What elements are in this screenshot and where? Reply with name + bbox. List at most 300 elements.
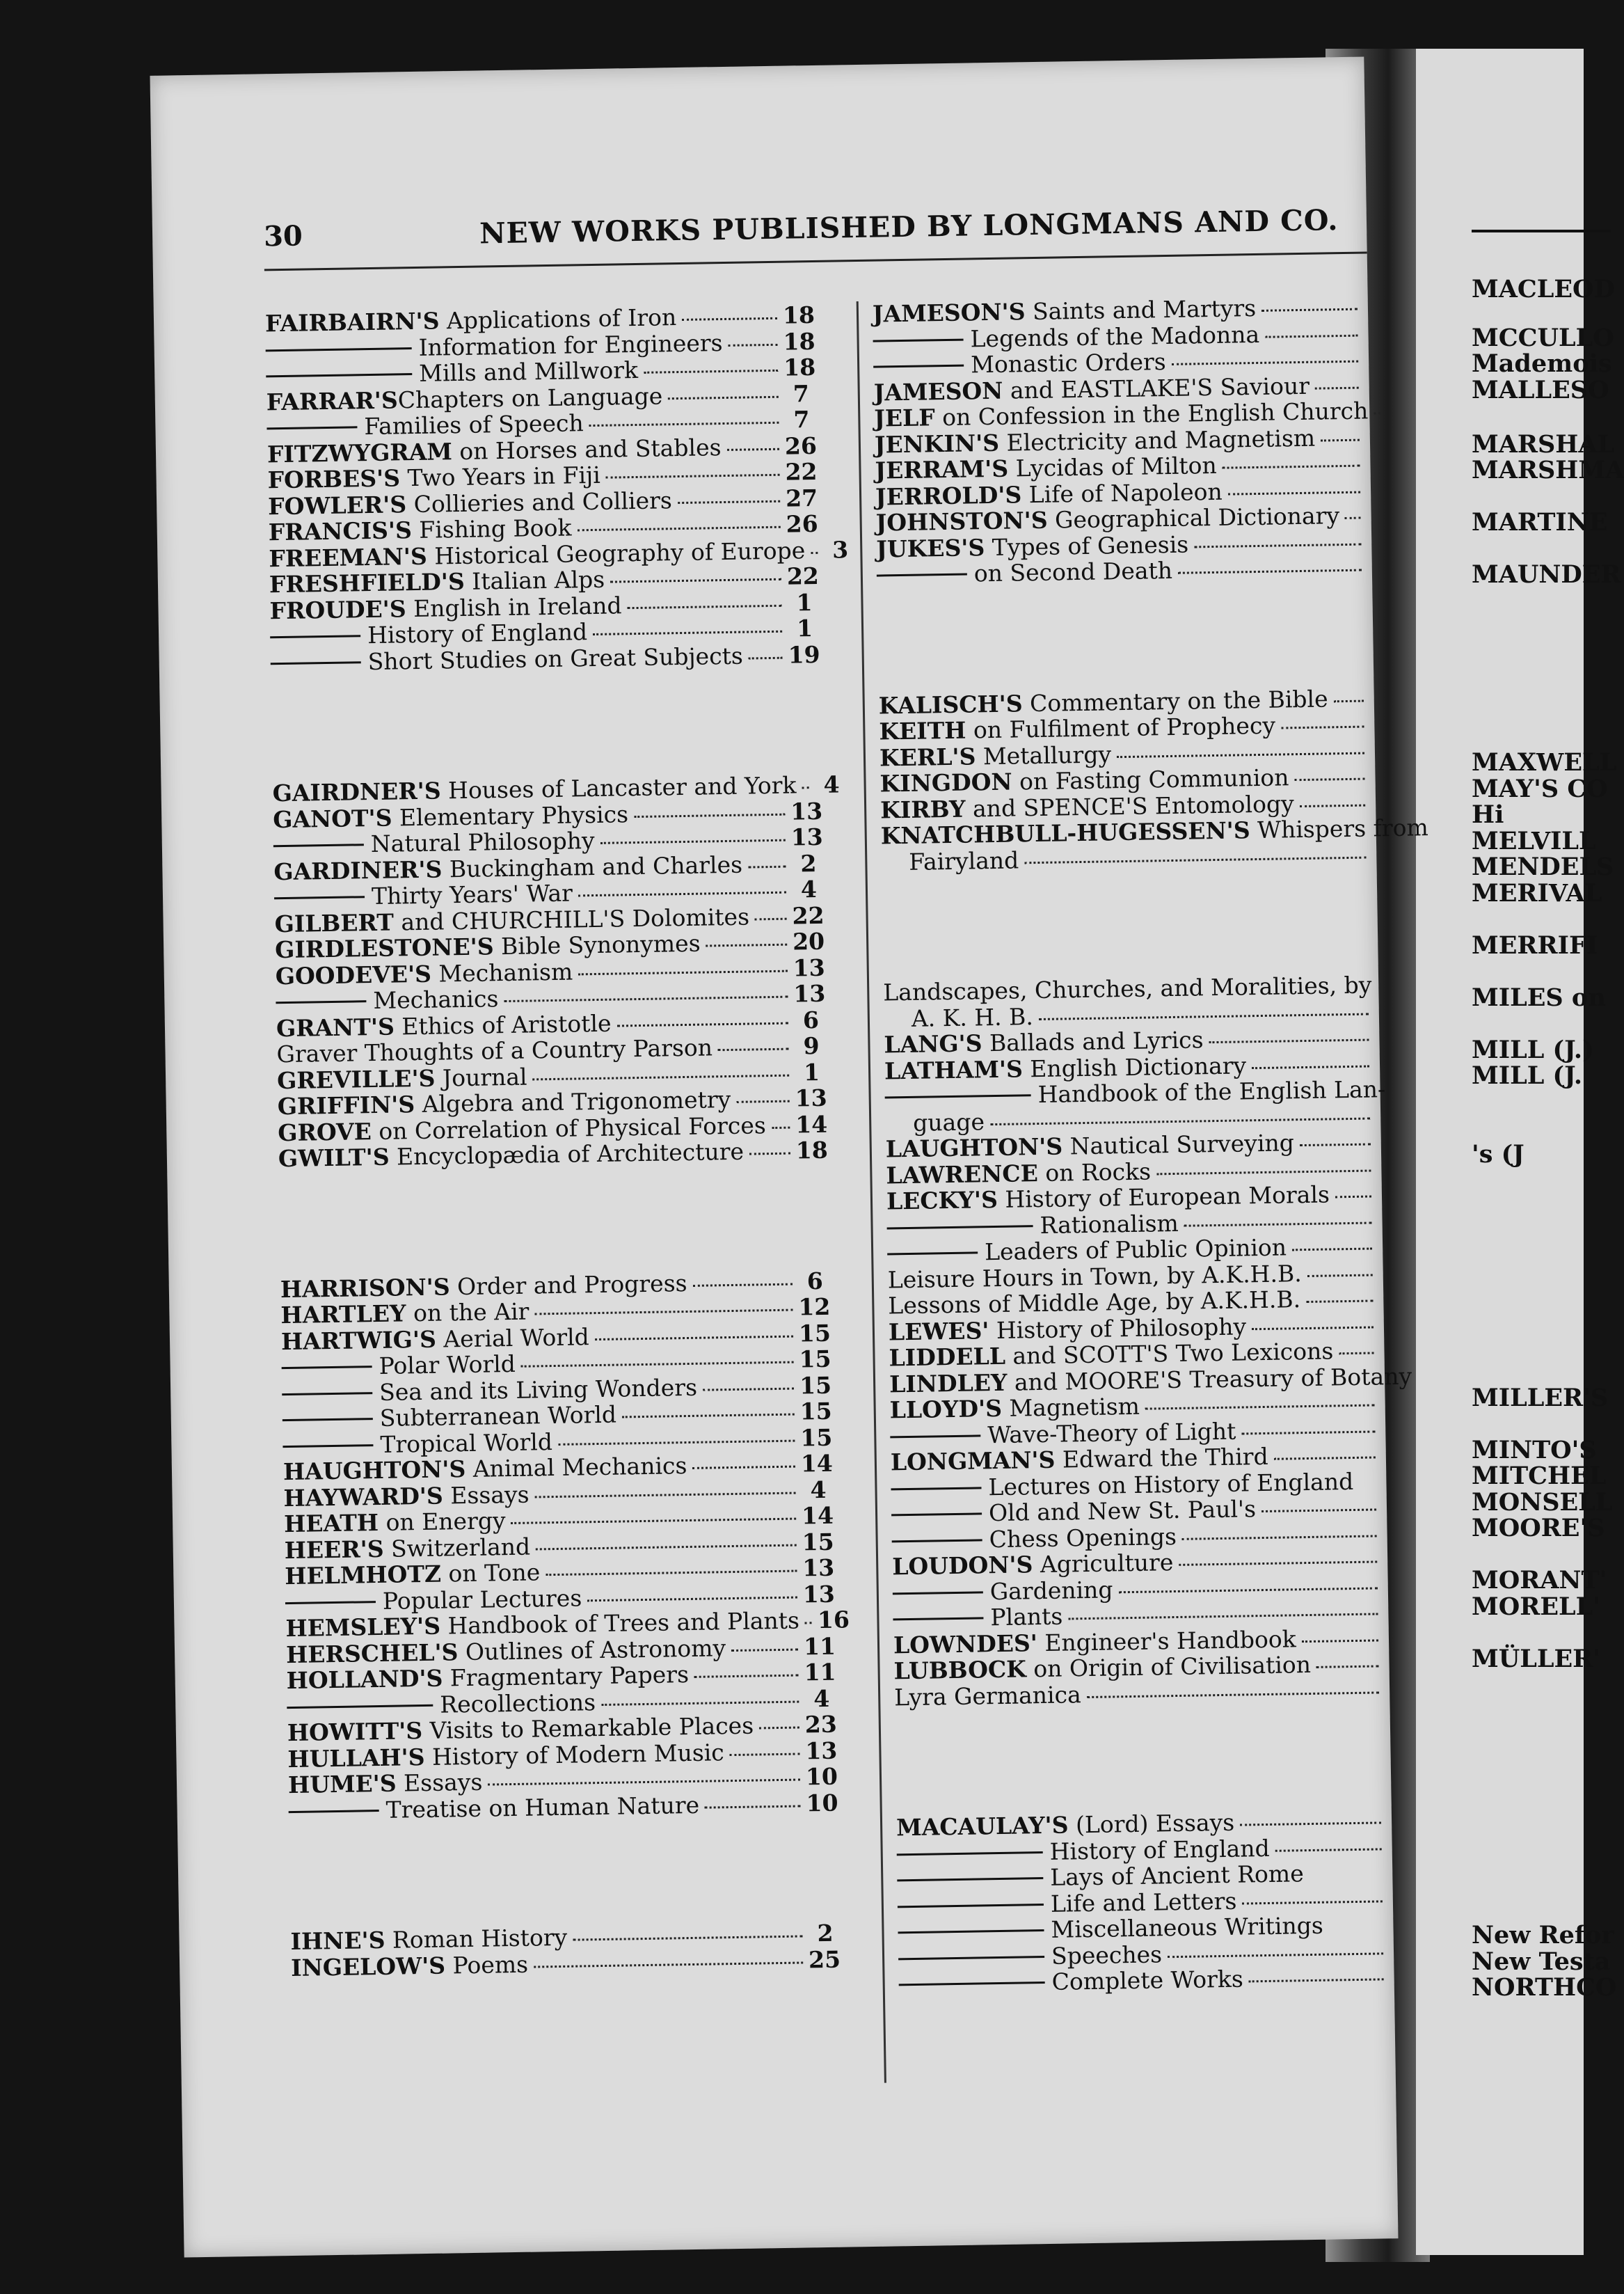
- entry-text: Wave-Theory of Light: [987, 1417, 1236, 1448]
- entry-text: Popular Lectures: [382, 1583, 582, 1615]
- section-gap: [895, 1755, 1387, 1814]
- section-gap: [271, 720, 815, 780]
- dot-leader: [1039, 1013, 1369, 1020]
- entry-author: LIDDELL: [889, 1342, 1006, 1372]
- dot-leader: [1168, 1952, 1383, 1958]
- dot-leader: [1261, 1508, 1376, 1512]
- dot-leader: [1261, 308, 1358, 312]
- dot-leader: [617, 1022, 788, 1027]
- dot-leader: [600, 839, 786, 844]
- page-ref: 18: [782, 301, 815, 329]
- entry-author: FRESHFIELD'S: [269, 567, 465, 599]
- page-ref: 14: [800, 1449, 834, 1478]
- entry-text: Life of Napoleon: [1021, 477, 1223, 508]
- dot-leader: [755, 917, 787, 920]
- entry-text: and EASTLAKE'S Saviour: [1003, 372, 1310, 404]
- entry-title: [364, 410, 584, 439]
- entry-author: KEITH: [879, 716, 966, 745]
- entry-title: [373, 986, 499, 1013]
- dot-leader: [731, 1648, 798, 1652]
- page-ref: 1: [796, 615, 813, 642]
- entry-text: Nautical Surveying: [1062, 1129, 1295, 1160]
- entry-text: Agriculture: [1033, 1549, 1174, 1579]
- entry-text: Houses of Lancaster and York: [440, 771, 797, 805]
- dot-leader: [692, 1466, 795, 1469]
- entry-text: Graver Thoughts of a Country Parson: [276, 1034, 713, 1068]
- entry-author: LAWRENCE: [886, 1159, 1039, 1189]
- entry-title: [1051, 1888, 1237, 1917]
- dot-leader: [521, 1361, 794, 1368]
- entry-text: Treatise on Human Nature: [385, 1791, 700, 1824]
- dot-leader: [772, 1126, 790, 1128]
- entry-title: [894, 1682, 1081, 1711]
- entry-title: [276, 958, 573, 989]
- entry-text: Ballads and Lyrics: [982, 1026, 1204, 1057]
- page-ref: 6: [802, 1006, 820, 1034]
- entry-text: Families of Speech: [364, 409, 584, 441]
- ditto-dash: [270, 635, 360, 638]
- entry-title: [367, 642, 743, 674]
- page-ref: 10: [805, 1762, 838, 1791]
- entry-text: Chapters on Language: [397, 381, 663, 413]
- entry-title: [288, 1769, 483, 1798]
- dot-leader: [727, 448, 780, 450]
- entry-text: Complete Works: [1051, 1965, 1244, 1995]
- page-ref: 15: [798, 1319, 831, 1347]
- ditto-dash: [282, 1392, 372, 1395]
- ditto-dash: [899, 1981, 1045, 1986]
- adjacent-entry-fragment: MARSHAL: [1472, 430, 1615, 459]
- entry-author: HARTWIG'S: [280, 1325, 437, 1355]
- page-ref: 2: [800, 849, 817, 877]
- page-ref: 20: [792, 927, 825, 956]
- entry-text: and CHURCHILL'S Dolomites: [393, 903, 750, 936]
- entry-text: Essays: [396, 1768, 483, 1797]
- entry-title: [909, 847, 1019, 875]
- dot-leader: [1241, 1430, 1375, 1434]
- entry-text: Geographical Dictionary: [1047, 502, 1340, 534]
- adjacent-entry-fragment: MARTINE: [1472, 508, 1608, 537]
- entry-text: on Origin of Civilisation: [1026, 1650, 1312, 1683]
- page-ref: 14: [795, 1110, 828, 1139]
- entry-text: Short Studies on Great Subjects: [367, 642, 744, 675]
- index-column-right: [857, 294, 1429, 2083]
- page-ref: 4: [800, 875, 818, 903]
- dot-leader: [1281, 726, 1364, 729]
- dot-leader: [1252, 1326, 1374, 1330]
- entry-author: FORBES'S: [267, 464, 401, 494]
- page-ref: 4: [813, 1684, 830, 1712]
- adjacent-entry-fragment: MILL (J.: [1472, 1061, 1583, 1090]
- entry-author: LECKY'S: [886, 1185, 998, 1215]
- ditto-dash: [890, 1434, 980, 1438]
- dot-leader: [606, 474, 780, 479]
- dot-leader: [1145, 1404, 1375, 1409]
- entry-text: Fairyland: [909, 846, 1019, 876]
- dot-leader: [595, 1335, 793, 1340]
- page-ref: 13: [795, 1084, 827, 1112]
- entry-author: HEATH: [283, 1508, 379, 1538]
- entry-author: HOLLAND'S: [286, 1664, 443, 1695]
- dot-leader: [488, 1779, 800, 1786]
- entry-text: Gardening: [989, 1575, 1113, 1605]
- entry-text: Lays of Ancient Rome: [1049, 1860, 1304, 1891]
- entry-text: Miscellaneous Writings: [1051, 1911, 1324, 1943]
- entry-text: Italian Alps: [464, 565, 605, 595]
- adjacent-entry-fragment: MITCHEL: [1472, 1462, 1607, 1490]
- page-ref: 18: [783, 353, 816, 381]
- entry-author: GROVE: [278, 1117, 372, 1146]
- entry-title: [372, 880, 573, 910]
- entry-text: Whispers from: [1250, 814, 1429, 844]
- dot-leader: [1335, 1196, 1371, 1199]
- dot-leader: [601, 1700, 799, 1705]
- entry-title: [371, 828, 595, 857]
- entry-text: Engineer's Handbook: [1037, 1624, 1296, 1656]
- entry-title: [990, 1604, 1062, 1631]
- dot-leader: [1307, 1274, 1373, 1276]
- adjacent-entry-fragment: MONSELL: [1472, 1488, 1613, 1517]
- entry-author: HUME'S: [287, 1769, 397, 1799]
- ditto-dash: [898, 1904, 1044, 1908]
- entry-text: on Fasting Communion: [1012, 764, 1289, 796]
- entry-author: HARRISON'S: [280, 1272, 450, 1303]
- entry-text: on Energy: [378, 1507, 506, 1536]
- dot-leader: [1275, 1848, 1382, 1851]
- entry-text: Chess Openings: [989, 1522, 1177, 1553]
- entry-text: on Second Death: [973, 556, 1173, 587]
- entry-title: [383, 1585, 582, 1614]
- page-ref: 16: [817, 1606, 850, 1634]
- entry-author: LUBBOCK: [893, 1655, 1027, 1685]
- entry-author: KNATCHBULL-HUGESSEN'S: [880, 816, 1250, 850]
- dot-leader: [593, 631, 782, 635]
- entry-author: FREEMAN'S: [269, 542, 428, 572]
- entry-author: HEMSLEY'S: [285, 1612, 441, 1643]
- ditto-dash: [274, 896, 365, 899]
- entry-author: LONGMAN'S: [890, 1446, 1056, 1476]
- entry-text: Algebra and Trigonometry: [414, 1085, 731, 1118]
- entry-title: [974, 557, 1173, 587]
- adjacent-page: [1416, 49, 1624, 2255]
- entry-text: Commentary on the Bible: [1022, 684, 1328, 717]
- entry-title: [989, 1523, 1177, 1552]
- entry-title: [380, 1402, 617, 1432]
- entry-text: on the Air: [406, 1297, 530, 1327]
- ditto-dash: [893, 1591, 983, 1595]
- page-ref: 7: [793, 379, 810, 407]
- section-gap: [877, 580, 1368, 640]
- entry-text: Subterranean World: [379, 1400, 617, 1432]
- entry-author: JUKES'S: [875, 533, 985, 563]
- entry-author: FROUDE'S: [269, 594, 406, 624]
- adjacent-entry-fragment: MORANT': [1472, 1566, 1607, 1595]
- entry-author: FITZWYGRAM: [266, 437, 453, 468]
- entry-title: [1051, 1966, 1243, 1995]
- dot-leader: [578, 892, 786, 897]
- section-gap: [877, 633, 1369, 693]
- adjacent-entry-fragment: MÜLLER': [1472, 1645, 1600, 1673]
- dot-leader: [622, 1414, 795, 1418]
- ditto-dash: [877, 574, 967, 577]
- dot-leader: [558, 1439, 795, 1445]
- entry-text: History of England: [367, 618, 588, 649]
- entry-text: Lessons of Middle Age, by A.K.H.B.: [888, 1286, 1301, 1320]
- ditto-dash: [266, 373, 412, 377]
- page-ref: 13: [793, 954, 825, 982]
- entry-text: guage: [912, 1107, 985, 1137]
- ditto-dash: [898, 1929, 1044, 1933]
- entry-text: on Tone: [440, 1558, 541, 1588]
- dot-leader: [1172, 361, 1359, 365]
- entry-text: Edward the Third: [1055, 1442, 1268, 1473]
- adjacent-entry-fragment: 's (J: [1472, 1140, 1525, 1169]
- entry-title: [385, 1791, 699, 1823]
- entry-text: Old and New St. Paul's: [988, 1495, 1257, 1527]
- entry-author: JERRAM'S: [875, 454, 1009, 484]
- dot-leader: [694, 1675, 799, 1678]
- dot-leader: [533, 1074, 790, 1080]
- dot-leader: [511, 1518, 797, 1524]
- dot-leader: [536, 1544, 797, 1550]
- entry-text: Fragmentary Papers: [443, 1661, 690, 1692]
- dot-leader: [1156, 1169, 1371, 1175]
- entry-title: [1040, 1210, 1179, 1238]
- adjacent-entry-fragment: MAY'S CO: [1472, 775, 1608, 803]
- entry-text: on Rocks: [1037, 1157, 1152, 1187]
- dot-leader: [748, 865, 786, 868]
- dot-leader: [1249, 1978, 1384, 1982]
- entry-author: GRANT'S: [276, 1013, 395, 1042]
- page-ref: 27: [785, 484, 818, 512]
- entry-author: JELF: [874, 404, 936, 432]
- entry-author: GAIRDNER'S: [272, 777, 441, 807]
- page-ref: 11: [803, 1632, 836, 1660]
- entry-author: JERROLD'S: [875, 480, 1022, 511]
- entry-text: Fishing Book: [411, 514, 572, 544]
- entry-text: Polar World: [379, 1350, 516, 1379]
- ditto-dash: [885, 1094, 1031, 1098]
- page-ref: 13: [802, 1580, 836, 1608]
- adjacent-header-rule: [1472, 230, 1611, 232]
- entry-text: on Confession in the English Church: [934, 397, 1369, 432]
- entry-text: Sea and its Living Wonders: [379, 1373, 698, 1406]
- dot-leader: [1182, 1535, 1377, 1540]
- page-ref: 3: [831, 535, 849, 564]
- entry-author: GOODEVE'S: [275, 960, 432, 990]
- adjacent-entry-fragment: MCCULLO: [1472, 324, 1614, 352]
- entry-author: FAIRBAIRN'S: [264, 307, 440, 338]
- entry-title: [989, 1496, 1257, 1526]
- entry-author: GREVILLE'S: [276, 1064, 436, 1094]
- adjacent-entry-fragment: MAXWELL: [1472, 748, 1617, 777]
- entry-title: [379, 1374, 697, 1405]
- entry-text: Rationalism: [1040, 1209, 1179, 1239]
- entry-author: HARTLEY: [280, 1299, 406, 1329]
- adjacent-entry-fragment: New Testa: [1472, 1947, 1611, 1976]
- ditto-dash: [282, 1444, 373, 1448]
- section-gap: [882, 919, 1374, 979]
- section-gap: [289, 1868, 833, 1929]
- dot-leader: [1194, 543, 1361, 548]
- adjacent-entry-fragment: MAUNDER: [1472, 560, 1621, 589]
- adjacent-entry-fragment: MERIVAL: [1472, 879, 1602, 908]
- entry-text: Mechanism: [431, 958, 573, 988]
- page-ref: 18: [783, 327, 815, 356]
- dot-leader: [634, 813, 785, 817]
- dot-leader: [610, 578, 781, 583]
- entry-title: [419, 357, 638, 386]
- dot-leader: [546, 1570, 797, 1576]
- entry-text: Switzerland: [383, 1533, 531, 1563]
- entry-title: [440, 1689, 596, 1718]
- dot-leader: [1119, 1587, 1378, 1593]
- entry-author: KIRBY: [879, 795, 966, 824]
- entry-title: [1037, 1076, 1385, 1107]
- dot-leader: [1184, 1221, 1372, 1226]
- page-ref: 4: [810, 1476, 827, 1503]
- dot-leader: [736, 1100, 790, 1103]
- page-ref: 11: [804, 1658, 836, 1686]
- adjacent-entry-fragment: NORTHCO: [1472, 1973, 1617, 2002]
- book-page: [150, 56, 1429, 2257]
- dot-leader: [703, 1387, 794, 1391]
- entry-author: FOWLER'S: [267, 490, 407, 520]
- entry-author: FARRAR'S: [266, 386, 399, 416]
- entry-title: [1050, 1860, 1304, 1890]
- entry-author: MACAULAY'S: [895, 1811, 1069, 1842]
- ditto-dash: [276, 1000, 366, 1004]
- dot-leader: [1252, 1065, 1369, 1069]
- dot-leader: [1265, 334, 1358, 338]
- page-ref: 7: [793, 406, 810, 434]
- entry-text: Electricity and Magnetism: [998, 424, 1316, 457]
- page-ref: 26: [786, 509, 818, 538]
- entry-title: [970, 321, 1259, 351]
- entry-title: [971, 349, 1166, 378]
- entry-author: HELMHOTZ: [285, 1560, 442, 1590]
- adjacent-entry-fragment: MILES on: [1472, 983, 1606, 1012]
- page-ref: 13: [805, 1737, 838, 1764]
- entry-title: [1051, 1913, 1323, 1943]
- entry-author: KALISCH'S: [878, 689, 1023, 720]
- entry-text: Elementary Physics: [392, 800, 629, 832]
- entry-text: Applications of Iron: [439, 303, 677, 335]
- entry-title: [1051, 1941, 1163, 1969]
- dot-leader: [577, 526, 780, 532]
- page-ref: 26: [784, 432, 818, 460]
- entry-text: Two Years in Fiji: [399, 461, 601, 492]
- entry-text: and MOORE'S Treasury of Botany: [1007, 1362, 1412, 1396]
- dot-leader: [587, 1596, 797, 1601]
- adjacent-entry-fragment: MERRIFI: [1472, 931, 1598, 960]
- entry-author: JENKIN'S: [874, 429, 1000, 459]
- dot-leader: [573, 1935, 802, 1940]
- ditto-dash: [271, 661, 361, 665]
- entry-text: Magnetism: [1001, 1392, 1140, 1422]
- ditto-dash: [289, 1810, 379, 1813]
- dot-leader: [628, 604, 782, 608]
- page-ref: 6: [806, 1267, 824, 1295]
- adjacent-entry-fragment: MACLEOD: [1472, 275, 1615, 303]
- entry-text: Life and Letters: [1050, 1887, 1237, 1917]
- entry-text: History of Modern Music: [424, 1738, 725, 1771]
- entry-author: GILBERT: [274, 908, 395, 938]
- ditto-dash: [893, 1617, 983, 1620]
- dot-leader: [718, 1048, 789, 1052]
- adjacent-entry-fragment: MARSHMA: [1472, 456, 1624, 484]
- section-gap: [271, 667, 814, 728]
- ditto-dash: [887, 1251, 978, 1255]
- dot-leader: [811, 551, 818, 553]
- entry-text: A. K. H. B.: [911, 1002, 1034, 1032]
- page-ref: 15: [799, 1345, 831, 1373]
- ditto-dash: [873, 365, 964, 368]
- entry-title: [913, 1109, 985, 1136]
- page-ref: 22: [785, 457, 818, 486]
- dot-leader: [730, 1753, 800, 1756]
- dot-leader: [1178, 569, 1362, 574]
- ditto-dash: [285, 1601, 376, 1604]
- dot-leader: [1068, 1613, 1378, 1620]
- adjacent-entry-fragment: MORELL': [1472, 1592, 1600, 1621]
- entry-author: LOUDON'S: [891, 1551, 1033, 1581]
- entry-text: History of England: [1049, 1834, 1270, 1865]
- dot-leader: [1179, 1560, 1377, 1565]
- entry-text: Leaders of Public Opinion: [984, 1233, 1287, 1266]
- entry-author: HULLAH'S: [287, 1743, 425, 1773]
- page-ref: 14: [801, 1501, 834, 1530]
- page-ref: 22: [792, 901, 825, 930]
- entry-text: Order and Progress: [449, 1269, 687, 1300]
- entry-author: INGELOW'S: [290, 1952, 446, 1981]
- header-rule: [264, 251, 1367, 271]
- entry-text: Historical Geography of Europe: [427, 536, 806, 570]
- dot-leader: [1302, 1639, 1378, 1643]
- entry-text: Aerial World: [436, 1322, 590, 1353]
- entry-author: HOWITT'S: [287, 1717, 423, 1747]
- entry-author: LOWNDES': [893, 1629, 1038, 1659]
- page-ref: 4: [823, 770, 840, 798]
- entry-title: [284, 1508, 506, 1537]
- dot-leader: [1316, 1665, 1379, 1668]
- dot-leader: [1117, 752, 1364, 758]
- entry-author: GRIFFIN'S: [277, 1091, 415, 1121]
- entry-text: Speeches: [1051, 1940, 1163, 1970]
- entry-author: LANG'S: [884, 1029, 982, 1059]
- entry-text: Buckingham and Charles: [442, 851, 743, 883]
- entry-text: Roman History: [385, 1923, 568, 1954]
- ditto-dash: [898, 1956, 1044, 1960]
- dot-leader: [1374, 412, 1380, 414]
- dot-leader: [1306, 1300, 1373, 1304]
- page-number: 30: [263, 219, 303, 253]
- page-ref: 23: [804, 1710, 838, 1739]
- dot-leader: [1209, 1039, 1369, 1044]
- dot-leader: [1228, 491, 1360, 495]
- ditto-dash: [892, 1539, 982, 1542]
- entry-text: on Fulfilment of Prophecy: [966, 711, 1276, 744]
- entry-text: Types of Genesis: [984, 530, 1189, 561]
- entry-author: LINDLEY: [889, 1368, 1008, 1398]
- entry-text: Leisure Hours in Town, by A.K.H.B.: [887, 1259, 1302, 1293]
- ditto-dash: [282, 1366, 372, 1369]
- entry-title: [379, 1351, 516, 1379]
- entry-text: History of Philosophy: [989, 1312, 1247, 1344]
- ditto-dash: [273, 844, 364, 847]
- dot-leader: [1294, 778, 1364, 782]
- entry-text: Encyclopædia of Architecture: [389, 1137, 745, 1171]
